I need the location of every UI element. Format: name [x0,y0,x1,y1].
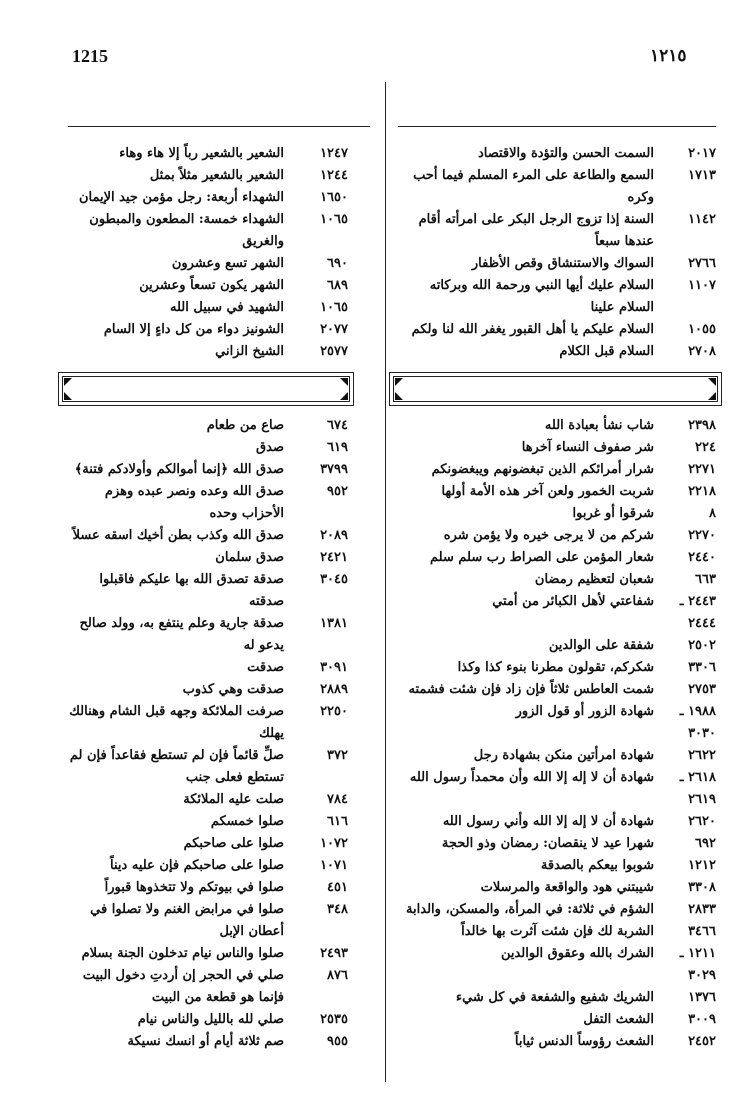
hadith-incipit: شفقة على الوالدين [548,638,654,653]
corner-ornament [340,392,348,400]
hadith-number: ٣٣٠٨ [688,880,716,895]
hadith-number: ١٠٥٥ [688,322,716,337]
index-entry [399,811,716,833]
index-entry [399,437,716,459]
hadith-number: ٢٦٢٢ [688,748,716,763]
hadith-incipit: صلت عليه الملائكة [183,792,284,807]
hadith-incipit: الشيخ الزاني [215,344,284,359]
hadith-number: ١٢٤٧ [320,146,348,161]
corner-ornament [708,392,716,400]
index-entry [60,437,348,459]
index-entry [60,811,348,833]
index-entry [399,833,716,855]
hadith-incipit: شربت الخمور ولعن آخر هذه الأمة أولها [441,484,654,499]
index-entry [383,701,716,745]
hadith-incipit: شعبان لتعظيم رمضان [534,572,654,587]
index-entry [399,899,716,921]
hadith-incipit: الشعث التفل [583,1012,654,1027]
hadith-incipit: الشرك بالله وعقوق الوالدين [500,946,654,961]
hadith-incipit: شهرا عيد لا ينقصان: رمضان وذو الحجة [441,836,654,851]
index-entry [60,1009,348,1031]
index-entry [383,943,716,987]
hadith-incipit: السلام عليك أيها النبي ورحمة الله وبركاته السلام علينا [429,278,654,315]
hadith-number: ٦٨٩ [327,278,348,293]
hadith-number: ١٢١١ ـ ٣٠٢٩ [679,946,716,983]
left-column [60,143,348,1053]
index-entry [399,855,716,877]
index-entry [60,613,348,657]
hadith-number: ٣٠٩١ [320,660,348,675]
hadith-incipit: الشعير بالشعير رباً إلا هاء وهاء [119,146,284,161]
hadith-incipit: صدقت [247,660,284,675]
hadith-number: ٢٢٤ [695,440,716,455]
hadith-incipit: شهادة أن لا إله إلا الله وأني رسول الله [442,814,654,829]
hadith-number: ١٢١٢ [688,858,716,873]
hadith-number: ١٢٤٤ [320,168,348,183]
index-entry [399,877,716,899]
hadith-incipit: شفاعتي لأهل الكبائر من أمتي [492,594,654,609]
corner-ornament [708,378,716,386]
left-entries-top [60,143,348,363]
corner-ornament [64,378,72,386]
hadith-incipit: صرفت الملائكة وجهه قبل الشام وهنالك يهلك [69,704,284,741]
hadith-number: ١٧١٣ [688,168,716,183]
hadith-incipit: صدقة جارية وعلم ينتفع به، وولد صالح يدعو له [79,616,284,653]
index-entry [399,679,716,701]
hadith-number: ٦١٦ [327,814,348,829]
index-entry [60,547,348,569]
right-column [399,143,716,1053]
index-entry [383,591,716,635]
index-entry [60,187,348,209]
index-entry [60,701,348,745]
hadith-incipit: السمع والطاعة على المرء المسلم فيما أحب وكره [413,168,654,205]
hadith-number: ٢٤٤٣ ـ ٢٤٤٤ [679,594,716,631]
hadith-incipit: شمت العاطس ثلاثاً فإن زاد فإن شئت فشمته [408,682,654,697]
index-entry [60,943,348,965]
hadith-incipit: صدق سلمان [215,550,284,565]
column-divider [385,82,386,1082]
hadith-incipit: شوبوا بيعكم بالصدقة [540,858,654,873]
hadith-number: ٢٣٩٨ [688,418,716,433]
hadith-number: ٢٠٨٩ [320,528,348,543]
hadith-incipit: صدق الله وعده ونصر عبده وهزم الأحزاب وحده [104,484,284,521]
hadith-incipit: شعار المؤمن على الصراط رب سلم سلم [430,550,654,565]
hadith-number: ٢٠٧٧ [320,322,348,337]
hadith-number: ١٠٧١ [320,858,348,873]
hadith-number: ١٩٨٨ ـ ٣٠٣٠ [679,704,716,741]
index-entry [399,657,716,679]
hadith-incipit: صلوا والناس نيام تدخلون الجنة بسلام [81,946,284,961]
hadith-incipit: الشهر تسع وعشرون [171,256,284,271]
hadith-number: ٦٩٢ [695,836,716,851]
hadith-number: ٢٧٥٣ [688,682,716,697]
index-entry [399,569,716,591]
hadith-number: ٣٧٩٩ [320,462,348,477]
index-entry [399,415,716,437]
corner-ornament [395,392,403,400]
hadith-number: ٢٦٢٠ [688,814,716,829]
index-entry [60,275,348,297]
index-entry [399,459,716,481]
hadith-incipit: السلام قبل الكلام [559,344,654,359]
page-number-arabic: ١٢١٥ [650,46,687,66]
hadith-incipit: شهادة الزور أو قول الزور [515,704,654,719]
index-entry [60,165,348,187]
hadith-number: ١١٤٢ [688,212,716,227]
index-entry [60,745,348,789]
hadith-number: ٦٩٠ [327,256,348,271]
hadith-number: ٣٤٦٦ [688,924,716,939]
left-header-rule [68,126,370,127]
index-entry [399,503,716,525]
hadith-incipit: الشهر يكون تسعاً وعشرين [139,278,284,293]
hadith-incipit: الشهيد في سبيل الله [170,300,284,315]
hadith-incipit: السواك والاستنشاق وقص الأظفار [471,256,654,271]
hadith-incipit: صدق [256,440,284,455]
index-entry [60,459,348,481]
hadith-number: ٢٥٣٥ [320,1012,348,1027]
corner-ornament [395,378,403,386]
hadith-number: ١٠٧٢ [320,836,348,851]
page-number-latin: 1215 [72,46,108,66]
index-entry [399,921,716,943]
hadith-number: ٣٧٢ [327,748,348,763]
index-entry [399,319,716,341]
index-entry [60,341,348,363]
hadith-number: ٨٧٦ [327,968,348,983]
index-entry [60,415,348,437]
hadith-incipit: شاب نشأ بعبادة الله [544,418,654,433]
hadith-number: ٩٥٢ [327,484,348,499]
corner-ornament [64,392,72,400]
hadith-incipit: صلوا خمسكم [210,814,284,829]
hadith-incipit: صلوا في بيوتكم ولا تتخذوها قبوراً [104,880,284,895]
hadith-incipit: الشعث رؤوساً الدنس ثياباً [514,1034,654,1049]
right-header-rule [398,126,716,127]
index-entry [399,253,716,275]
hadith-number: ٢٦١٨ ـ ٢٦١٩ [679,770,716,807]
hadith-number: ٢٤٢١ [320,550,348,565]
hadith-incipit: الشؤم في ثلاثة: في المرأة، والمسكن، والدابة [406,902,654,917]
index-entry [60,143,348,165]
hadith-incipit: شركم من لا يرجى خيره ولا يؤمن شره [443,528,654,543]
hadith-number: ٦٦٣ [695,572,716,587]
index-entry [399,1009,716,1031]
index-entry [60,855,348,877]
hadith-incipit: شهادة امرأتين منكن بشهادة رجل [473,748,654,763]
section-header-frame-shin [389,372,722,406]
hadith-number: ٤٥١ [327,880,348,895]
index-entry [60,833,348,855]
hadith-number: ١١٠٧ [688,278,716,293]
hadith-number: ٢٢٥٠ [320,704,348,719]
hadith-incipit: الشريك شفيع والشفعة في كل شيء [455,990,654,1005]
hadith-incipit: الشهداء أربعة: رجل مؤمن جيد الإيمان [78,190,284,205]
hadith-number: ٢٨٣٣ [688,902,716,917]
index-entry [60,877,348,899]
index-entry [60,481,348,525]
index-entry [399,635,716,657]
hadith-incipit: صدق الله وكذب بطن أخيك اسقه عسلاً [72,528,284,543]
index-entry [399,275,716,319]
index-entry [399,143,716,165]
hadith-incipit: صدقت وهي كذوب [182,682,284,697]
index-entry [383,767,716,811]
hadith-incipit: صلوا على صاحبكم فإن عليه ديناً [110,858,284,873]
hadith-incipit: السلام عليكم يا أهل القبور يغفر الله لنا ولكم [411,322,654,337]
hadith-number: ٣٠٠٩ [688,1012,716,1027]
hadith-incipit: شكركم، تقولون مطرنا بنوء كذا وكذا [457,660,654,675]
index-entry [399,1031,716,1053]
index-entry [399,745,716,767]
right-entries-top [399,143,716,363]
section-header-frame-sad [58,372,354,406]
hadith-incipit: شهادة أن لا إله إلا الله وأن محمداً رسول الله [409,770,654,785]
hadith-incipit: شر صفوف النساء آخرها [521,440,654,455]
index-entry [60,525,348,547]
hadith-number: ١٦٥٠ [320,190,348,205]
hadith-incipit: السمت الحسن والتؤدة والاقتصاد [477,146,654,161]
index-entry [60,297,348,319]
index-entry [399,481,716,503]
hadith-number: ٣٠٤٥ [320,572,348,587]
hadith-number: ٢٢١٨ [688,484,716,499]
hadith-number: ٦٧٤ [327,418,348,433]
index-entry [399,209,716,253]
hadith-number: ٢٨٨٩ [320,682,348,697]
corner-ornament [340,378,348,386]
index-entry [60,569,348,613]
hadith-number: ٢٤٤٠ [688,550,716,565]
index-entry [60,209,348,253]
index-entry [60,657,348,679]
hadith-incipit: صلوا على صاحبكم [183,836,284,851]
index-entry [60,899,348,943]
hadith-number: ١٣٧٦ [688,990,716,1005]
hadith-number: ٢٧٠٨ [688,344,716,359]
index-entry [399,165,716,209]
hadith-number: ٢٧٦٦ [688,256,716,271]
hadith-number: ٢٠١٧ [688,146,716,161]
hadith-incipit: الشربة لك فإن شئت آثرت بها خالداً [461,924,654,939]
hadith-number: ١٠٦٥ [320,212,348,227]
hadith-incipit: صدقة تصدق الله بها عليكم فاقبلوا صدقته [99,572,284,609]
index-entry [60,789,348,811]
hadith-incipit: صدق الله ﴿إنما أموالكم وأولادكم فتنة﴾ [74,462,284,477]
right-entries-bottom [399,415,716,1053]
hadith-number: ٧٨٤ [327,792,348,807]
hadith-incipit: الشهداء خمسة: المطعون والمبطون والغريق [89,212,284,249]
index-entry [399,987,716,1009]
index-entry [60,965,348,1009]
hadith-number: ٨ [709,506,716,521]
hadith-number: ١٣٨١ [320,616,348,631]
hadith-incipit: صم ثلاثة أيام أو انسك نسيكة [127,1034,284,1049]
hadith-incipit: شرقوا أو غربوا [572,506,654,521]
index-entry [60,1031,348,1053]
hadith-number: ٩٥٥ [327,1034,348,1049]
hadith-incipit: الشونيز دواء من كل داءٍ إلا السام [103,322,284,337]
index-entry [399,525,716,547]
hadith-incipit: صلي لله بالليل والناس نيام [137,1012,284,1027]
hadith-incipit: شرار أمرائكم الذين تبغضونهم ويبغضونكم [431,462,654,477]
hadith-incipit: الشعير بالشعير مثلاً بمثل [149,168,284,183]
index-entry [399,547,716,569]
hadith-incipit: صاع من طعام [206,418,284,433]
hadith-number: ٢٤٩٣ [320,946,348,961]
index-entry [399,341,716,363]
hadith-number: ٢٢٧١ [688,462,716,477]
hadith-incipit: صلي في الحجر إن أردتِ دخول البيت فإنما هو قطعة من البيت [82,968,284,1005]
hadith-number: ٢٤٥٢ [688,1034,716,1049]
index-entry [60,319,348,341]
hadith-number: ٢٥٧٧ [320,344,348,359]
hadith-number: ٢٢٧٠ [688,528,716,543]
hadith-number: ٢٥٠٢ [688,638,716,653]
hadith-number: ٣٣٠٦ [688,660,716,675]
hadith-number: ٣٤٨ [327,902,348,917]
hadith-incipit: السنة إذا تزوج الرجل البكر على امرأته أقام عندها سبعاً [418,212,654,249]
hadith-incipit: شيبتني هود والواقعة والمرسلات [480,880,654,895]
hadith-incipit: صلوا في مرابض الغنم ولا تصلوا في أعطان الإبل [90,902,284,939]
index-entry [60,253,348,275]
left-entries-bottom [60,415,348,1053]
hadith-number: ٦١٩ [327,440,348,455]
hadith-number: ١٠٦٥ [320,300,348,315]
hadith-incipit: صلِّ قائماً فإن لم تستطع فقاعداً فإن لم تستطع فعلى جنب [69,748,284,785]
index-entry [60,679,348,701]
